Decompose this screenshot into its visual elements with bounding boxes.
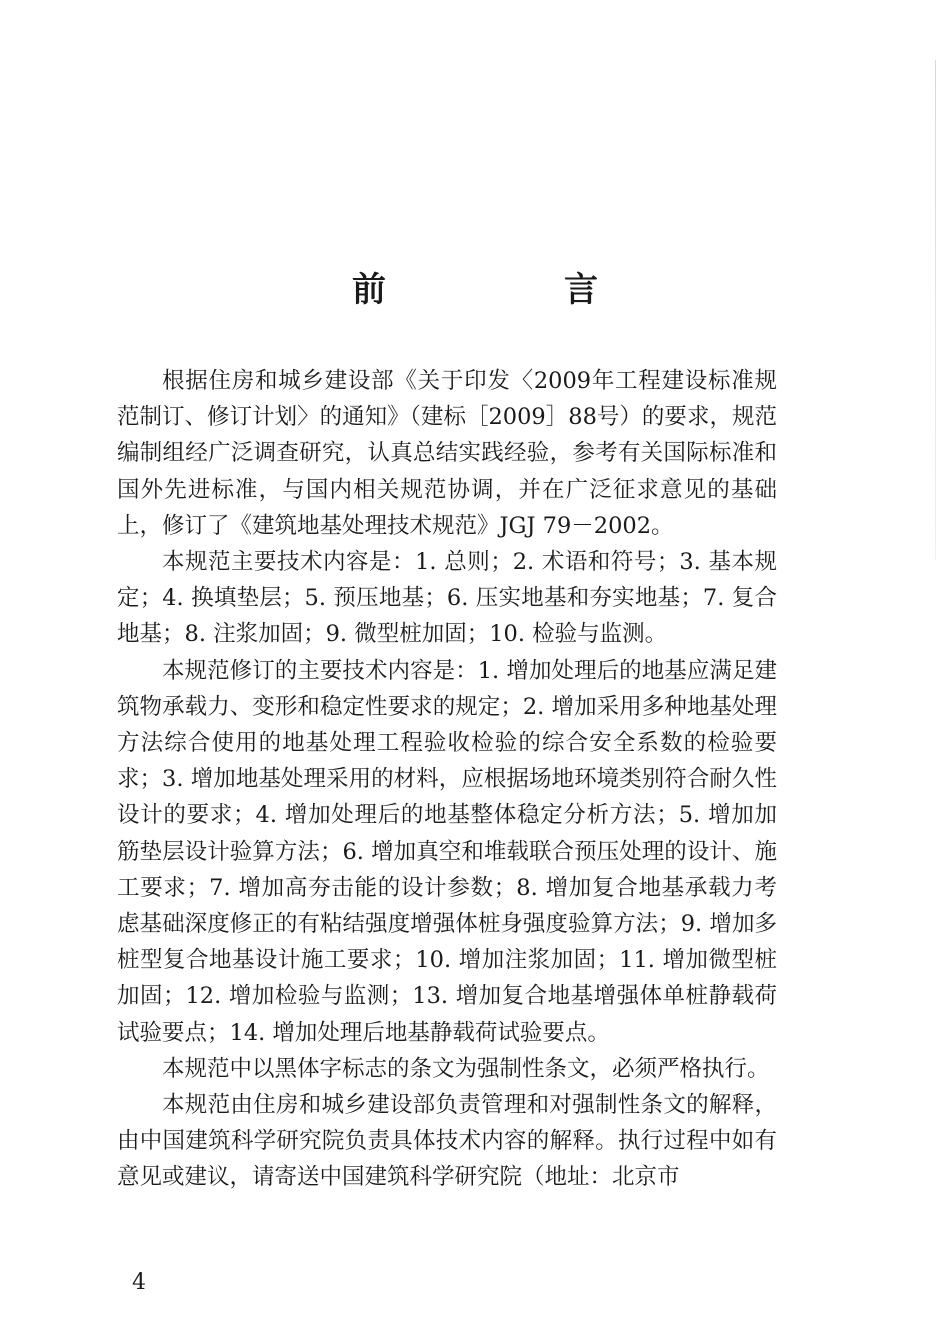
page-title: 前 言: [352, 270, 670, 310]
paragraph-management: 本规范由住房和城乡建设部负责管理和对强制性条文的解释，由中国建筑科学研究院负责具体技术内容的解释。执行过程中如有意见或建议，请寄送中国建筑科学研究院（地址：北京市: [117, 1092, 777, 1191]
paragraph-revisions: 本规范修订的主要技术内容是：1. 增加处理后的地基应满足建筑物承载力、变形和稳定性要求的规定；2. 增加采用多种地基处理方法综合使用的地基处理工程验收检验的综合安全系数的检验要求；3. 增加地基处理采用的材料，应根据场地环境类别符合耐久性设计的要求；4. 增加处理后的地基整体稳定分析方法；5. 增加加筋垫层设计验算方法；6. 增加真空和堆载联合预压处理的设计、施工要求；7. 增加高夯击能的设计参数；8. 增加复合地基承载力考虑基础深度修正的有粘结强度增强体桩身强度验算方法；9. 增加多桩型复合地基设计施工要求；10. 增加注浆加固；11. 增加微型桩加固；12. 增加检验与监测；13. 增加复合地基增强体单桩静载荷试验要点；14. 增加处理后地基静载荷试验要点。: [117, 657, 777, 1046]
paragraph-mandatory: 本规范中以黑体字标志的条文为强制性条文，必须严格执行。: [162, 1055, 770, 1082]
preface-body: [117, 363, 777, 1196]
page-number: 4: [132, 1270, 146, 1295]
paragraph-basis: 根据住房和城乡建设部《关于印发〈2009年工程建设标准规范制订、修订计划〉的通知》（建标［2009］88号）的要求，规范编制组经广泛调查研究，认真总结实践经验，参考有关国际标准和国外先进标准，与国内相关规范协调，并在广泛征求意见的基础上，修订了《建筑地基处理技术规范》JGJ 79－2002。: [117, 368, 777, 539]
paragraph-main-contents: 本规范主要技术内容是：1. 总则；2. 术语和符号；3. 基本规定；4. 换填垫层；5. 预压地基；6. 压实地基和夯实地基；7. 复合地基；8. 注浆加固；9. 微型桩加固；10. 检验与监测。: [117, 549, 777, 648]
